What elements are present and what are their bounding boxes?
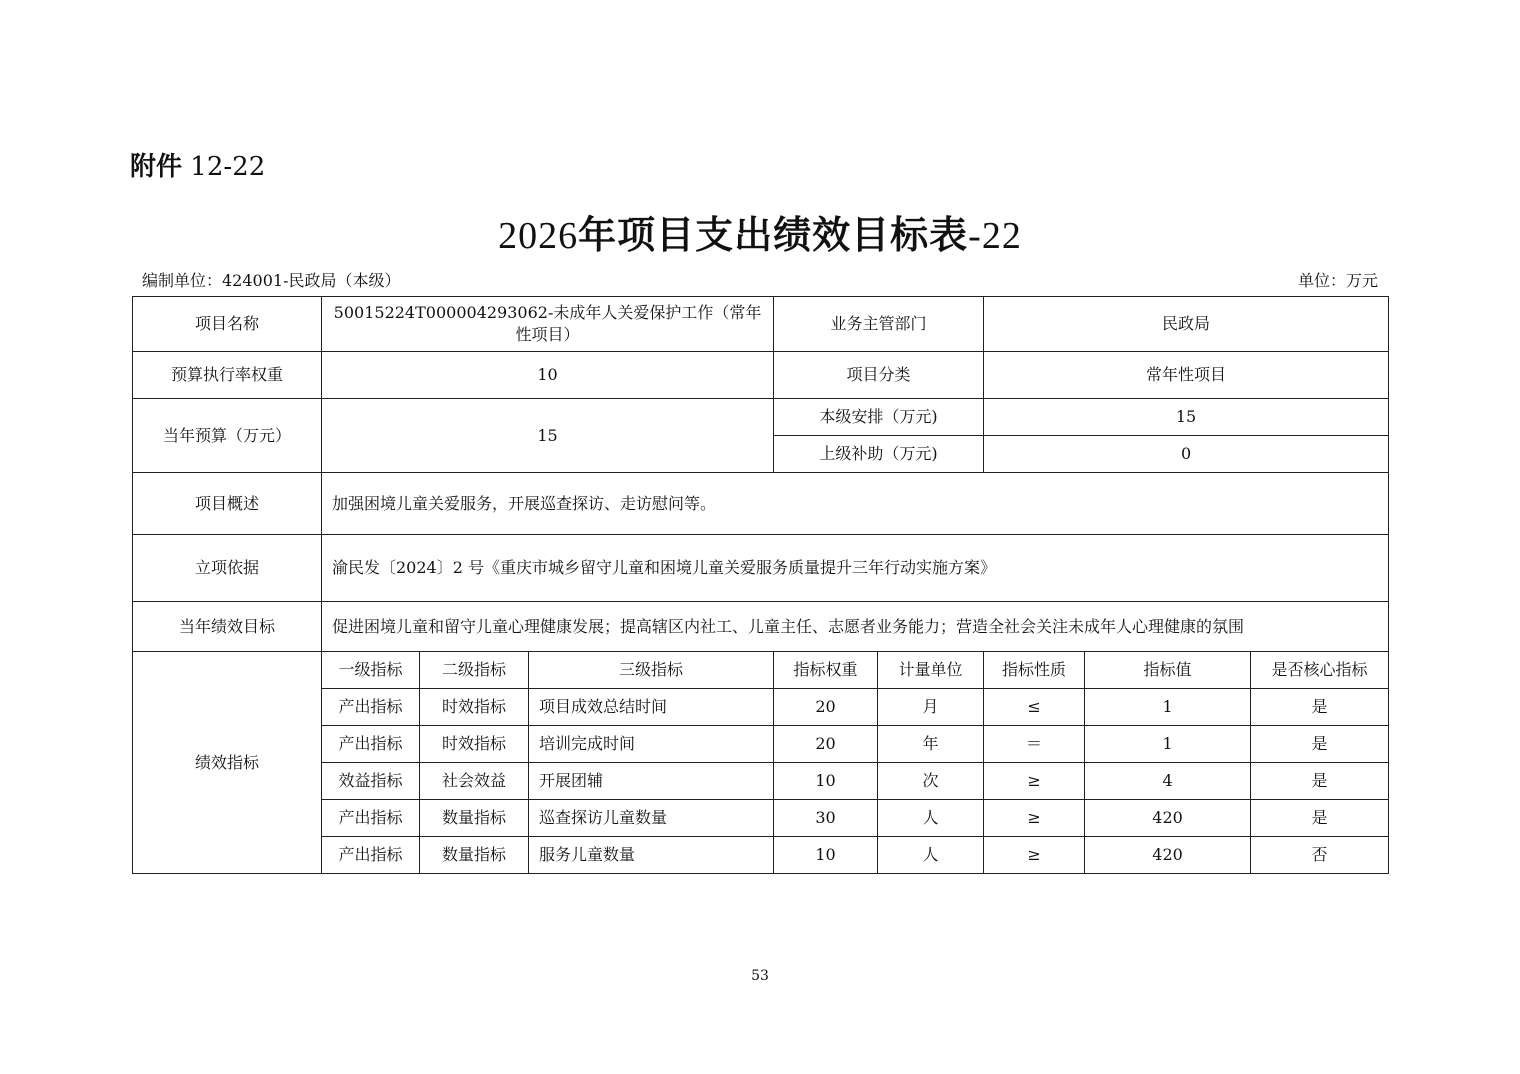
level1-cell: 产出指标 [322, 726, 420, 763]
overview-value: 加强困境儿童关爱服务，开展巡查探访、走访慰问等。 [322, 473, 1389, 535]
core-cell: 是 [1251, 689, 1389, 726]
level1-cell: 产出指标 [322, 689, 420, 726]
header-cell: 二级指标 [420, 652, 529, 689]
project-name-value: 50015224T000004293062-未成年人关爱保护工作（常年性项目） [322, 297, 774, 352]
weight-cell: 20 [774, 689, 878, 726]
table-row [133, 837, 1389, 874]
level1-cell: 产出指标 [322, 800, 420, 837]
goal-value: 促进困境儿童和留守儿童心理健康发展；提高辖区内社工、儿童主任、志愿者业务能力；营造全社会关注未成年人心理健康的氛围 [322, 602, 1389, 652]
weight-value: 10 [322, 352, 774, 399]
superior-label: 上级补助（万元) [774, 436, 984, 473]
overview-label: 项目概述 [133, 473, 322, 535]
nature-cell: ≤ [984, 689, 1085, 726]
core-cell: 是 [1251, 726, 1389, 763]
currency-unit: 单位：万元 [1297, 271, 1378, 290]
value-cell: 1 [1085, 726, 1251, 763]
attachment-label [130, 146, 265, 183]
table-row [133, 763, 1389, 800]
title-year: 2026 [498, 215, 579, 257]
level2-cell: 数量指标 [420, 800, 529, 837]
value-cell: 1 [1085, 689, 1251, 726]
header-cell: 三级指标 [529, 652, 774, 689]
title-suffix: -22 [968, 215, 1022, 257]
header-cell: 指标值 [1085, 652, 1251, 689]
weight-cell: 10 [774, 763, 878, 800]
weight-cell: 20 [774, 726, 878, 763]
row-overview [133, 473, 1389, 535]
superior-value: 0 [984, 436, 1389, 473]
header-cell: 指标权重 [774, 652, 878, 689]
category-label: 项目分类 [774, 352, 984, 399]
level1-cell: 效益指标 [322, 763, 420, 800]
level1-cell: 产出指标 [322, 837, 420, 874]
budget-value: 15 [322, 399, 774, 473]
project-name-label: 项目名称 [133, 297, 322, 352]
attachment-number: 12-22 [190, 152, 266, 182]
row-budget [133, 399, 1389, 436]
level3-cell: 开展团辅 [529, 763, 774, 800]
budget-label: 当年预算（万元） [133, 399, 322, 473]
nature-cell: ≥ [984, 763, 1085, 800]
compiling-unit: 编制单位：424001-民政局（本级） [142, 271, 401, 290]
nature-cell: ≥ [984, 837, 1085, 874]
table-row [133, 689, 1389, 726]
local-label: 本级安排（万元) [774, 399, 984, 436]
unit-cell: 次 [878, 763, 984, 800]
value-cell: 4 [1085, 763, 1251, 800]
header-cell: 是否核心指标 [1251, 652, 1389, 689]
weight-label: 预算执行率权重 [133, 352, 322, 399]
value-cell: 420 [1085, 837, 1251, 874]
page-title [0, 204, 1520, 259]
performance-table [132, 296, 1389, 874]
table-row [133, 800, 1389, 837]
nature-cell: ≥ [984, 800, 1085, 837]
core-cell: 是 [1251, 763, 1389, 800]
core-cell: 否 [1251, 837, 1389, 874]
level2-cell: 数量指标 [420, 837, 529, 874]
level2-cell: 时效指标 [420, 726, 529, 763]
row-weight [133, 352, 1389, 399]
goal-label: 当年绩效目标 [133, 602, 322, 652]
page-number: 53 [751, 968, 769, 984]
basis-value: 渝民发〔2024〕2 号《重庆市城乡留守儿童和困境儿童关爱服务质量提升三年行动实施方案》 [322, 535, 1389, 602]
header-cell: 一级指标 [322, 652, 420, 689]
level2-cell: 社会效益 [420, 763, 529, 800]
category-value: 常年性项目 [984, 352, 1389, 399]
dept-value: 民政局 [984, 297, 1389, 352]
level2-cell: 时效指标 [420, 689, 529, 726]
unit-cell: 人 [878, 837, 984, 874]
value-cell: 420 [1085, 800, 1251, 837]
weight-cell: 10 [774, 837, 878, 874]
indicators-section-label: 绩效指标 [133, 652, 322, 874]
title-text: 年项目支出绩效目标表 [578, 213, 969, 257]
weight-cell: 30 [774, 800, 878, 837]
level3-cell: 巡查探访儿童数量 [529, 800, 774, 837]
unit-cell: 人 [878, 800, 984, 837]
table-row [133, 726, 1389, 763]
core-cell: 是 [1251, 800, 1389, 837]
level3-cell: 项目成效总结时间 [529, 689, 774, 726]
header-cell: 计量单位 [878, 652, 984, 689]
level3-cell: 培训完成时间 [529, 726, 774, 763]
unit-cell: 年 [878, 726, 984, 763]
unit-cell: 月 [878, 689, 984, 726]
dept-label: 业务主管部门 [774, 297, 984, 352]
level3-cell: 服务儿童数量 [529, 837, 774, 874]
row-project-name [133, 297, 1389, 352]
header-cell: 指标性质 [984, 652, 1085, 689]
basis-label: 立项依据 [133, 535, 322, 602]
indicator-header-row [133, 652, 1389, 689]
local-value: 15 [984, 399, 1389, 436]
attachment-prefix: 附件 [130, 152, 183, 182]
row-goal [133, 602, 1389, 652]
nature-cell: ＝ [984, 726, 1085, 763]
row-basis [133, 535, 1389, 602]
